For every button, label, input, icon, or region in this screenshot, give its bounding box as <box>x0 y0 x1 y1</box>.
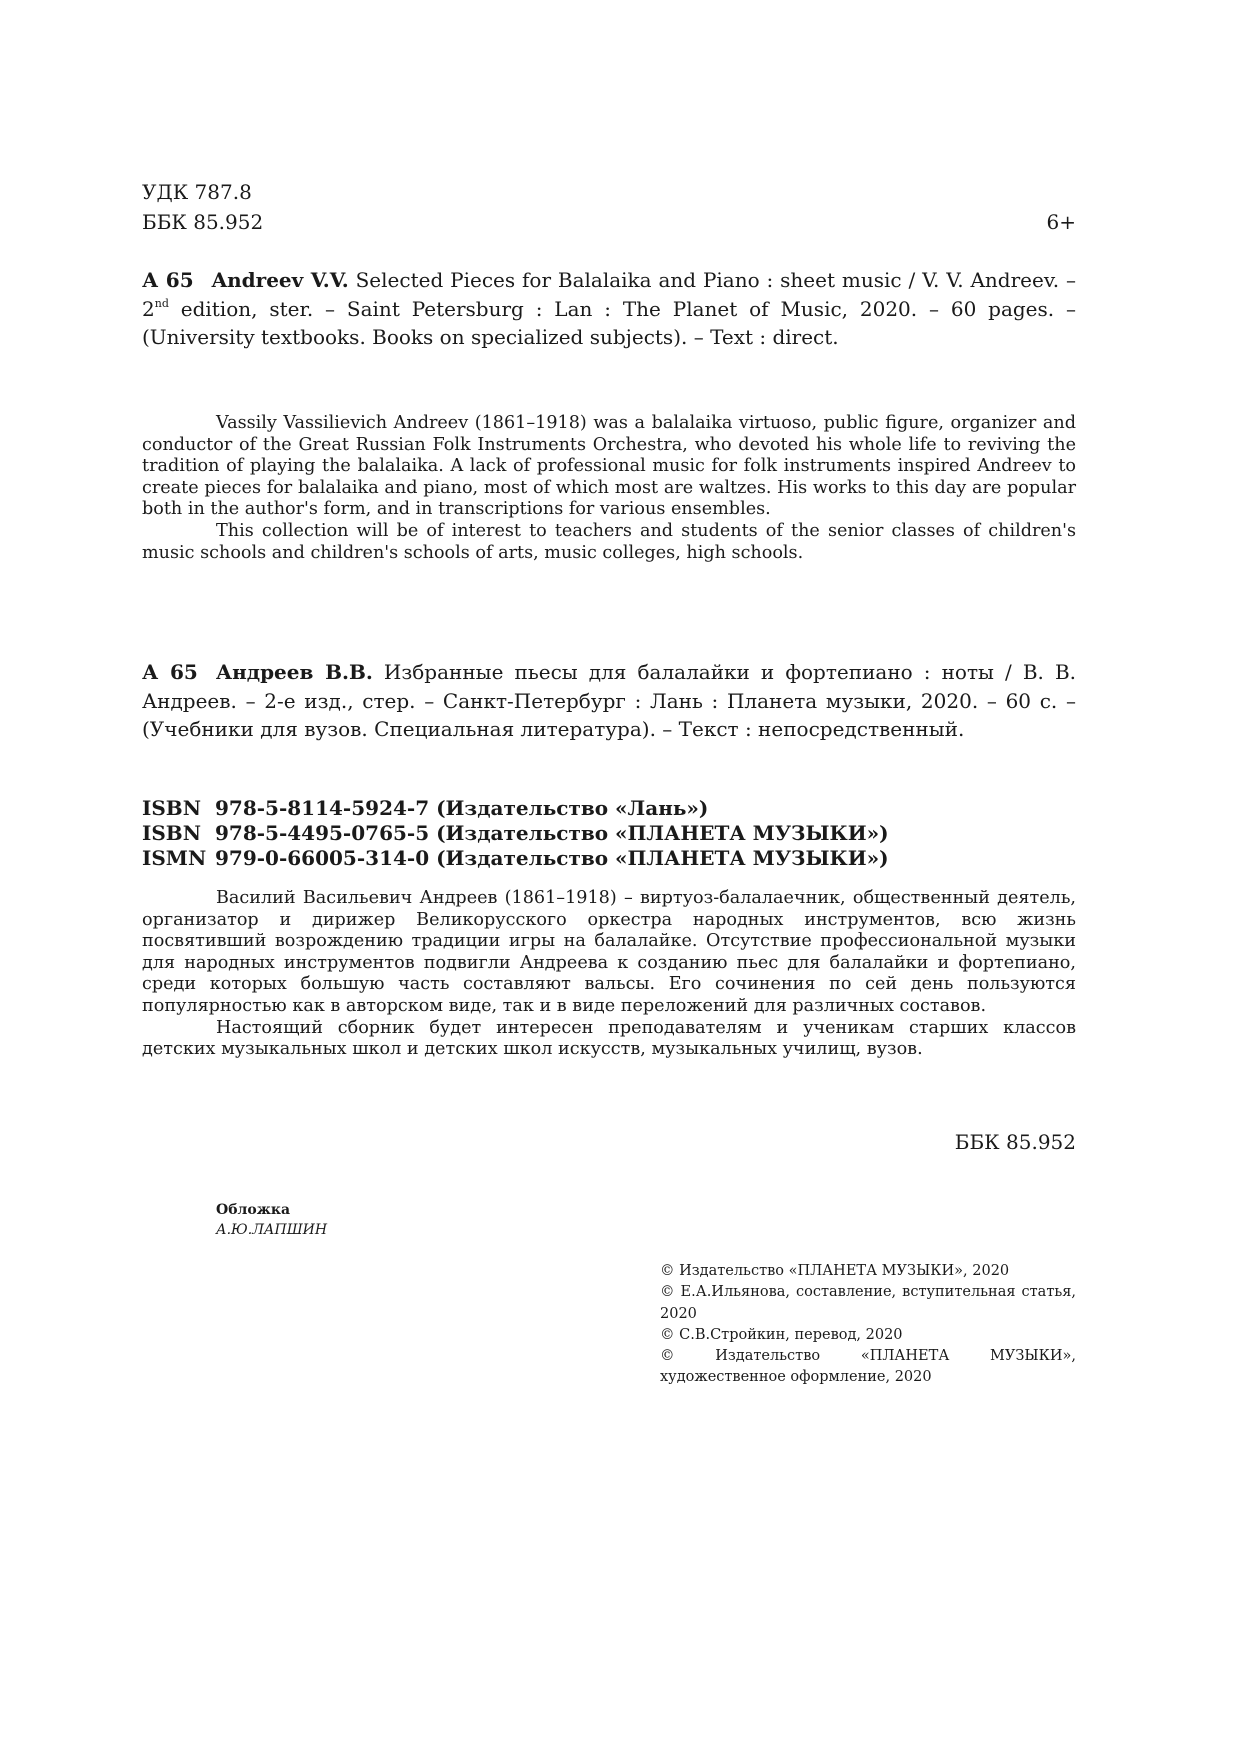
age-rating: 6+ <box>1046 210 1076 234</box>
identifier-list <box>142 796 1076 871</box>
udk-code: УДК 787.8 <box>142 180 252 204</box>
russian-abstract-paragraph: Василий Васильевич Андреев (1861–1918) – виртуоз-балалаечник, общественный деятель, организатор и дирижер Великорусского оркестра народных инструментов, всю жизнь посвятивший возрождению традиции игры на балалайке. Отсутствие профессиональной музыки для народных инструментов подвигли Андреева к созданию пьес для балалайки и фортепиано, среди которых большую часть составляют вальсы. Его сочинения по сей день пользуются популярностью как в авторском виде, так и в виде переложений для различных составов. <box>142 888 1076 1016</box>
identifier-value: 979-0-66005-314-0 (Издательство «ПЛАНЕТА МУЗЫКИ») <box>215 846 889 870</box>
identifier-row <box>142 796 1076 821</box>
identifier-label: ISBN <box>142 796 201 820</box>
english-abstract-paragraph: This collection will be of interest to teachers and students of the senior classes of children's music schools and children's schools of arts, music colleges, high schools. <box>142 520 1076 563</box>
imprint-page <box>142 0 1076 1755</box>
russian-abstract <box>142 888 1076 1061</box>
identifier-row <box>142 846 1076 871</box>
english-description-part1: Selected Pieces for Balalaika and Piano : sheet music / V. V. Andreev. – 2 <box>142 268 1076 321</box>
russian-bibliographic-record <box>142 658 1076 744</box>
russian-description: Избранные пьесы для балалайки и фортепиано : ноты / В. В. Андреев. – 2-е изд., стер. – Санкт-Петербург : Лань : Планета музыки, 2020. – 60 с. – (Учебники для вузов. Специальная литература). – Текст : непосредственный. <box>142 660 1077 741</box>
english-abstract <box>142 413 1076 564</box>
english-bibliographic-record <box>142 266 1076 352</box>
english-abstract-paragraph: Vassily Vassilievich Andreev (1861–1918) was a balalaika virtuoso, public figure, organizer and conductor of the Great Russian Folk Instruments Orchestra, who devoted his whole life to reviving the tradition of playing the balalaika. A lack of professional music for folk instruments inspired Andreev to create pieces for balalaika and piano, most of which most are waltzes. His works to this day are popular both in the author's form, and in transcriptions for various ensembles. <box>142 413 1076 520</box>
cover-credit-title: Обложка <box>216 1202 291 1218</box>
english-author: Andreev V.V. <box>211 268 349 292</box>
cover-credit-name: А.Ю.ЛАПШИН <box>216 1222 328 1238</box>
classification-codes <box>142 177 1076 237</box>
copyright-block <box>660 1261 1076 1389</box>
copyright-line: © Издательство «ПЛАНЕТА МУЗЫКИ», 2020 <box>660 1263 1010 1279</box>
cover-credit <box>216 1200 327 1240</box>
bbk-code: ББК 85.952 <box>142 210 264 234</box>
english-code: А 65 <box>142 268 194 292</box>
russian-author: Андреев В.В. <box>215 660 373 684</box>
identifier-value: 978-5-8114-5924-7 (Издательство «Лань») <box>215 796 709 820</box>
bbk-code-bottom: ББК 85.952 <box>954 1130 1076 1154</box>
identifier-row <box>142 821 1076 846</box>
identifier-value: 978-5-4495-0765-5 (Издательство «ПЛАНЕТА МУЗЫКИ») <box>215 821 889 845</box>
russian-code: А 65 <box>142 660 198 684</box>
copyright-line: © Е.А.Ильянова, составление, вступительная статья, 2020 <box>660 1284 1076 1322</box>
copyright-line: © С.В.Стройкин, перевод, 2020 <box>660 1326 903 1343</box>
copyright-line: © Издательство «ПЛАНЕТА МУЗЫКИ», художественное оформление, 2020 <box>660 1348 1076 1386</box>
identifier-label: ISMN <box>142 846 207 870</box>
english-edition-superscript: nd <box>154 296 169 310</box>
english-description-part2: edition, ster. – Saint Petersburg : Lan : The Planet of Music, 2020. – 60 pages. – (University textbooks. Books on specialized subjects). – Text : direct. <box>142 296 1076 349</box>
identifier-label: ISBN <box>142 821 201 845</box>
russian-abstract-paragraph: Настоящий сборник будет интересен преподавателям и ученикам старших классов детских музыкальных школ и детских школ искусств, музыкальных училищ, вузов. <box>142 1017 1076 1060</box>
